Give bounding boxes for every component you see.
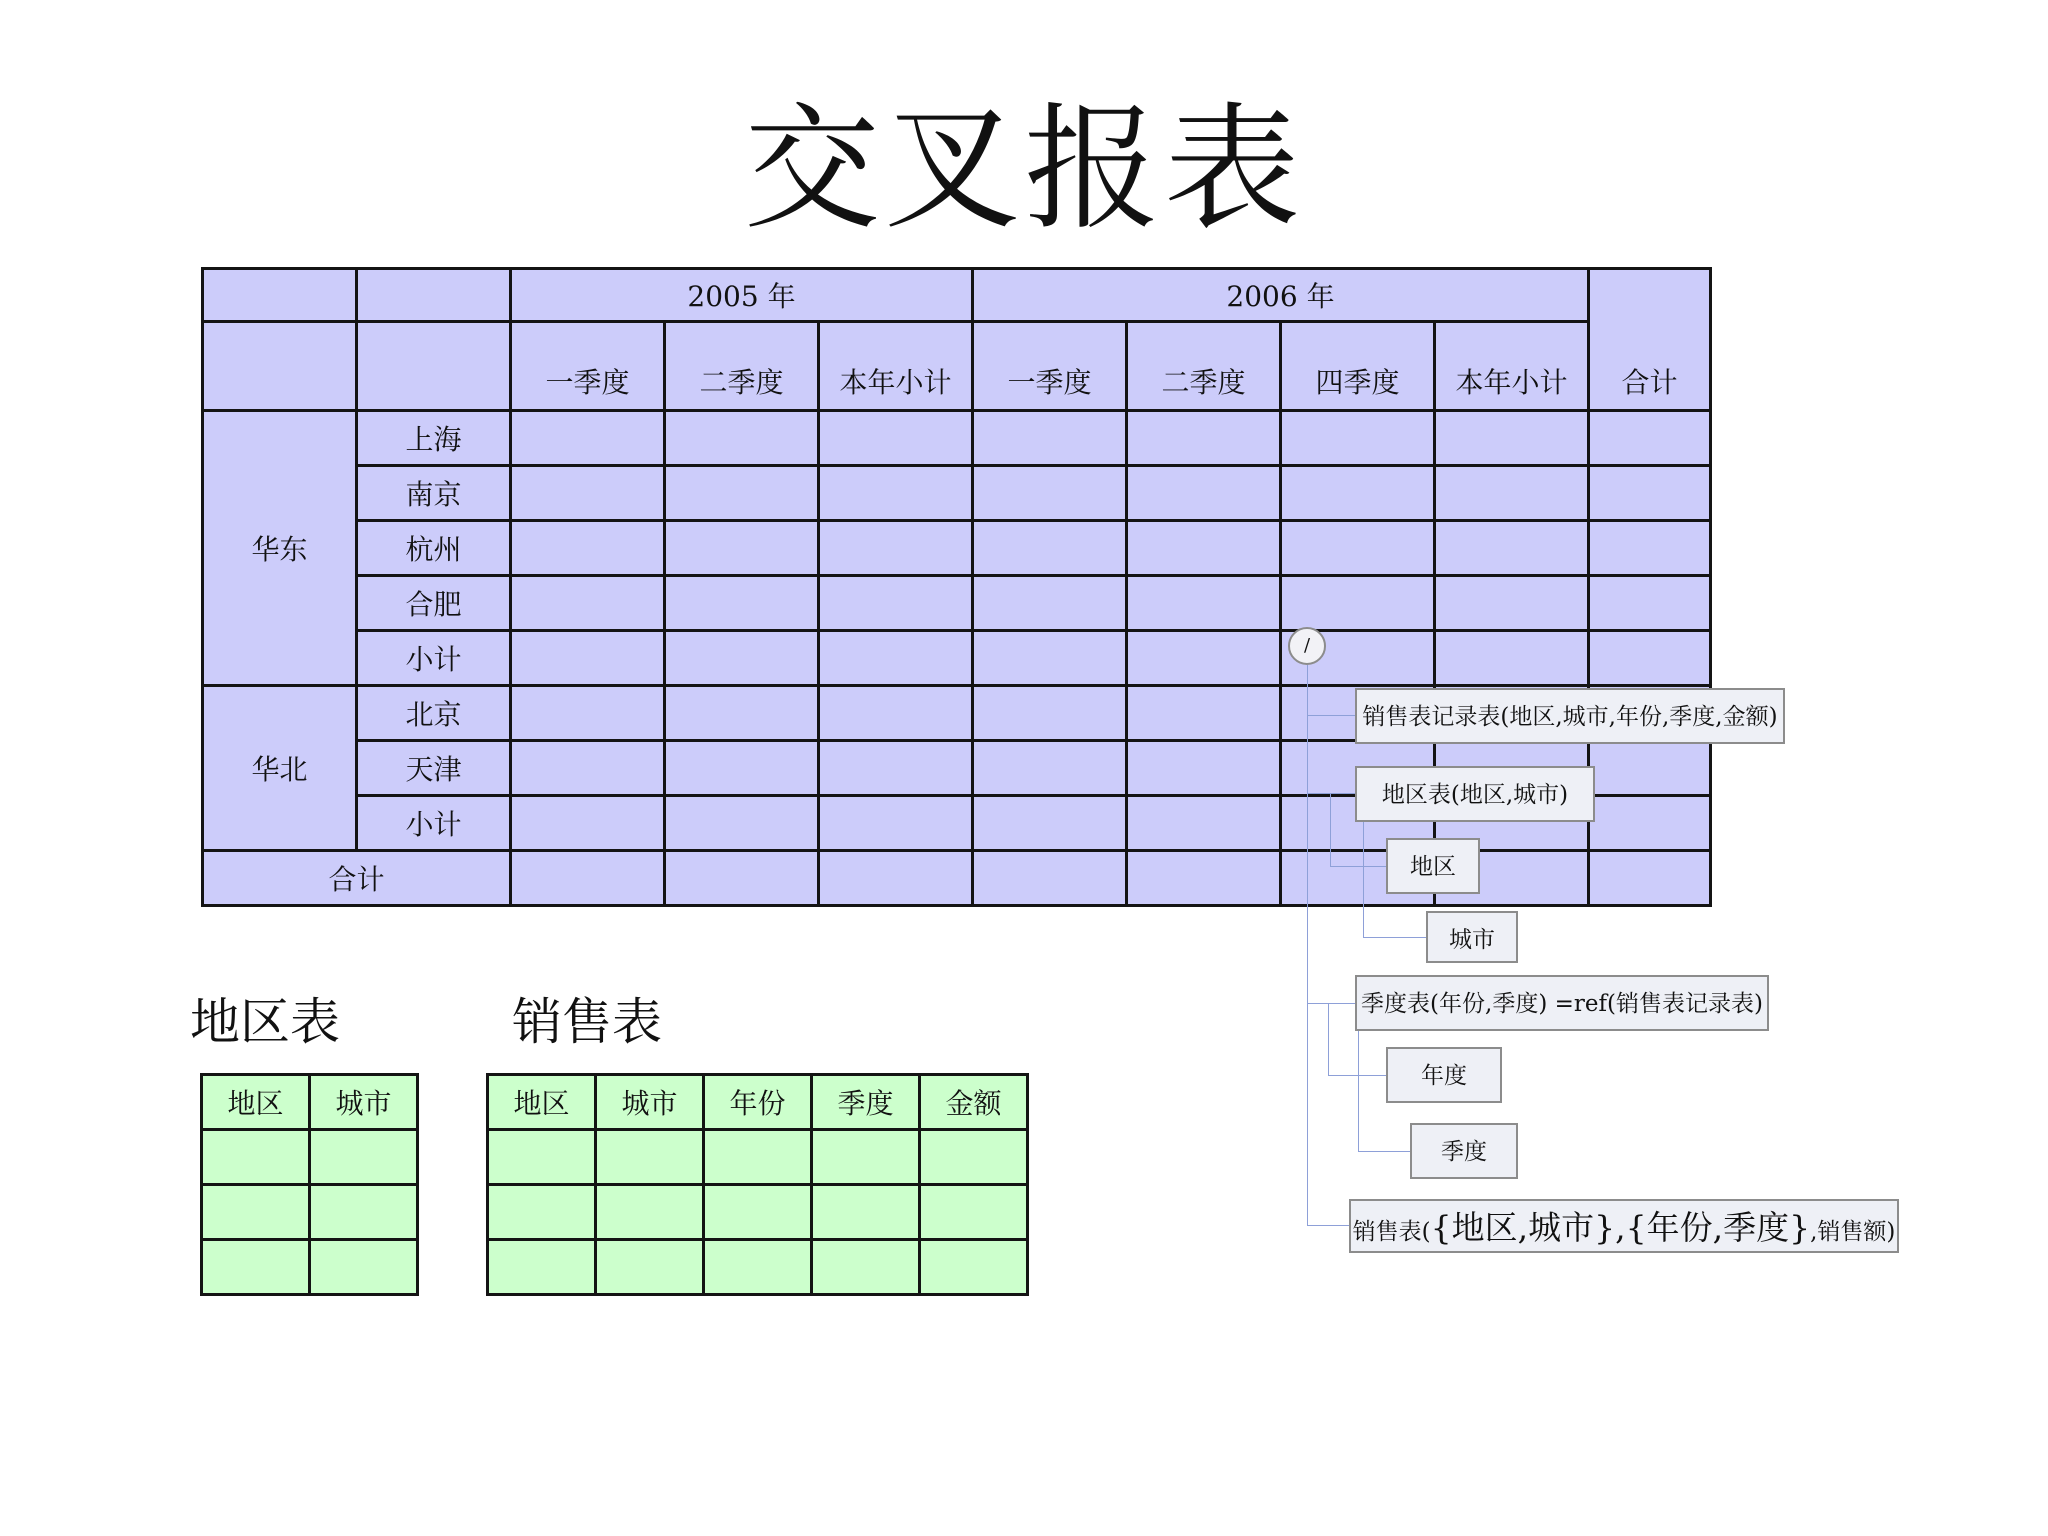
corner-cell [357,322,511,411]
tree-node-region-table: 地区表(地区,城市) [1355,766,1595,822]
region-table-title: 地区表 [190,993,340,1051]
tree-root-node: / [1288,627,1326,665]
sales-table-header: 城市 [596,1075,704,1130]
tree-connector [1328,1075,1386,1076]
corner-cell [357,269,511,322]
city-label: 天津 [357,741,511,796]
sales-node-prefix: 销售表( [1352,1219,1431,1245]
tree-connector [1307,715,1355,716]
sales-table-header: 季度 [812,1075,920,1130]
subtotal-label: 小计 [357,631,511,686]
quarter-header: 本年小计 [1435,322,1589,411]
region-label: 华北 [203,686,357,851]
corner-cell [203,269,357,322]
quarter-header: 一季度 [511,322,665,411]
tree-connector [1330,793,1331,866]
city-label: 杭州 [357,521,511,576]
tree-node-quarter-table: 季度表(年份,季度) =ref(销售表记录表) [1355,975,1769,1031]
tree-node-year-field: 年度 [1386,1047,1502,1103]
city-label: 合肥 [357,576,511,631]
tree-connector [1363,937,1426,938]
region-label: 华东 [203,411,357,686]
tree-connector [1307,1225,1349,1226]
sales-node-groups: {地区,城市},{年份,季度} [1430,1208,1811,1247]
tree-connector [1330,866,1386,867]
year-header: 2006 年 [973,269,1589,322]
page-title: 交叉报表 [744,91,1304,249]
corner-cell [203,322,357,411]
region-table [200,1073,419,1296]
city-label: 上海 [357,411,511,466]
city-label: 北京 [357,686,511,741]
quarter-header: 四季度 [1281,322,1435,411]
tree-node-sales-table [1349,1199,1899,1253]
quarter-header: 本年小计 [819,322,973,411]
sales-table-header: 金额 [920,1075,1028,1130]
tree-node-quarter-field: 季度 [1410,1123,1518,1179]
sales-table [486,1073,1029,1296]
tree-trunk [1307,665,1308,1225]
region-table-header: 地区 [202,1075,310,1130]
tree-node-city-field: 城市 [1426,911,1518,963]
tree-connector [1307,1003,1355,1004]
tree-node-region-field: 地区 [1386,838,1480,894]
grand-total-label: 合计 [203,851,511,906]
year-header: 2005 年 [511,269,973,322]
quarter-header: 二季度 [665,322,819,411]
tree-connector [1328,1003,1329,1075]
quarter-header: 一季度 [973,322,1127,411]
region-table-header: 城市 [310,1075,418,1130]
city-label: 南京 [357,466,511,521]
sales-node-suffix: ,销售额) [1810,1219,1896,1245]
tree-connector [1307,793,1355,794]
subtotal-label: 小计 [357,796,511,851]
sales-table-header: 地区 [488,1075,596,1130]
sales-table-header: 年份 [704,1075,812,1130]
total-header: 合计 [1589,269,1711,411]
quarter-header: 二季度 [1127,322,1281,411]
sales-table-title: 销售表 [512,993,662,1051]
tree-node-sales-record-table: 销售表记录表(地区,城市,年份,季度,金额) [1355,688,1785,744]
tree-connector [1358,1151,1410,1152]
